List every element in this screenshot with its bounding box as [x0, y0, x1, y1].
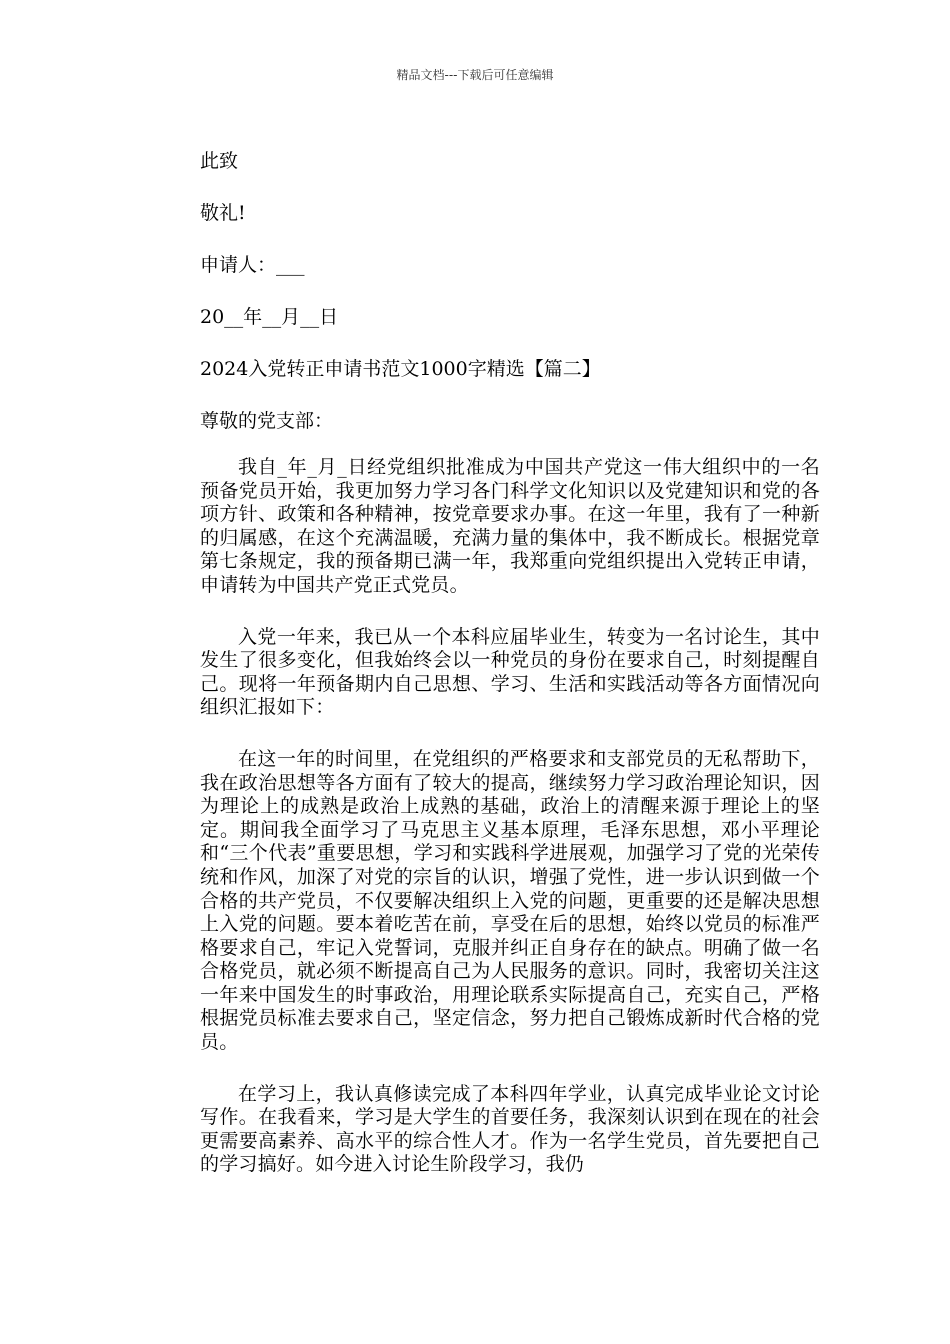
document-body: [200, 148, 820, 1205]
paragraph-3: 在这一年的时间里，在党组织的严格要求和支部党员的无私帮助下，我在政治思想等各方面有了较大的提高，继续努力学习政治理论知识，因为理论上的成熟是政治上成熟的基础，政治上的清醒来源于理论上的坚定。期间我全面学习了马克思主义基本原理，毛泽东思想，邓小平理论和“三个代表”重要思想，学习和实践科学进展观，加强学习了党的光荣传统和作风，加深了对党的宗旨的认识，增强了党性，进一步认识到做一个合格的共产党员，不仅要解决组织上入党的问题，更重要的还是解决思想上入党的问题。要本着吃苦在前，享受在后的思想，始终以党员的标准严格要求自己，牢记入党誓词，克服并纠正自身存在的缺点。明确了做一名合格党员，就必须不断提高自己为人民服务的意识。同时，我密切关注这一年来中国发生的时事政治，用理论联系实际提高自己，充实自己，严格根据党员标准去要求自己，坚定信念，努力把自己锻炼成新时代合格的党员。: [200, 747, 820, 1054]
applicant-line: 申请人：___: [200, 254, 305, 276]
closing-salute: 此致: [200, 150, 239, 172]
paragraph-1: 我自_年_月_日经党组织批准成为中国共产党这一伟大组织中的一名预备党员开始，我更加努力学习各门科学文化知识以及党建知识和党的各项方针、政策和各种精神，按党章要求办事。在这一年里，我有了一种新的归属感，在这个充满温暖，充满力量的集体中，我不断成长。根据党章第七条规定，我的预备期已满一年，我郑重向党组织提出入党转正申请，申请转为中国共产党正式党员。: [200, 456, 820, 596]
paragraph-2: 入党一年来，我已从一个本科应届毕业生，转变为一名讨论生，其中发生了很多变化，但我始终会以一种党员的身份在要求自己，时刻提醒自己。现将一年预备期内自己思想、学习、生活和实践活动等各方面情况向组织汇报如下：: [200, 625, 820, 719]
date-line: 20__年__月__日: [200, 306, 339, 328]
closing-respect: 敬礼!: [200, 202, 246, 224]
greeting: 尊敬的党支部：: [200, 410, 334, 432]
paragraph-4: 在学习上，我认真修读完成了本科四年学业，认真完成毕业论文讨论写作。在我看来，学习是大学生的首要任务，我深刻认识到在现在的社会更需要高素养、高水平的综合性人才。作为一名学生党员，首先要把自己的学习搞好。如今进入讨论生阶段学习，我仍: [200, 1082, 820, 1176]
page-header: 精品文档---下载后可任意编辑: [396, 68, 554, 82]
section-title: 2024入党转正申请书范文1000字精选【篇二】: [200, 358, 601, 380]
